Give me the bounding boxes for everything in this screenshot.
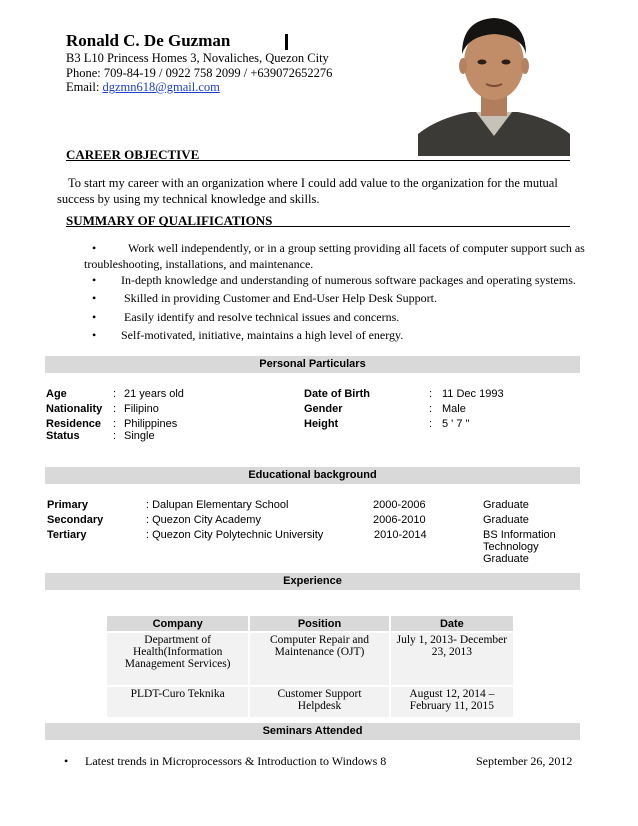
summary-item: Easily identify and resolve technical issues and concerns. [124,310,400,324]
column-header-position: Position [250,616,388,631]
career-objective-text [57,175,572,207]
dob-value: 11 Dec 1993 [442,388,504,400]
section-divider [66,160,570,161]
bullet-icon: • [92,291,97,305]
email-label: Email: [66,80,103,94]
education-level: Secondary [47,514,104,526]
email-line [66,80,220,95]
experience-date: July 1, 2013- December 23, 2013 [391,633,513,685]
dob-label: Date of Birth [304,388,370,400]
bullet-icon: • [92,241,97,255]
education-years: 2000-2006 [373,499,426,511]
colon: : [113,403,117,415]
experience-company: Department of Health(Information Management Services) [107,633,248,685]
seminar-name: Latest trends in Microprocessors & Introduction to Windows 8 [85,754,387,768]
column-header-company: Company [107,616,248,631]
education-years: 2010-2014 [374,529,427,541]
summary-title: SUMMARY OF QUALIFICATIONS [66,213,273,228]
table-row [107,633,513,685]
height-value: 5 ' 7 " [442,418,470,430]
email-link[interactable]: dgzmn618@gmail.com [102,80,220,94]
education-result: Graduate [483,514,529,526]
summary-item: Self-motivated, initiative, maintains a high level of energy. [121,328,404,342]
education-header: Educational background [45,467,580,484]
nationality-value: Filipino [124,403,159,415]
nationality-label: Nationality [46,403,103,415]
residence-label: Residence [46,418,102,430]
age-value: 21 years old [124,388,184,400]
experience-table [105,614,515,719]
residence-value: Philippines [124,418,178,430]
table-row [107,687,513,717]
bullet-icon: • [92,310,97,324]
gender-label: Gender [304,403,343,415]
career-objective-title: CAREER OBJECTIVE [66,147,200,162]
career-objective-line-1: To start my career with an organization where I could add value to the organization for the mutual [68,176,558,190]
gender-value: Male [442,403,466,415]
bullet-icon: • [92,273,97,287]
career-objective-line-2: success by using my technical knowledge and skills. [57,192,320,206]
colon: : [429,403,433,415]
section-divider [66,226,570,227]
age-label: Age [46,388,67,400]
experience-company: PLDT-Curo Teknika [107,687,248,717]
seminars-header: Seminars Attended [45,723,580,740]
profile-photo [418,8,570,156]
summary-item-continued: troubleshooting, installations, and maintenance. [84,257,314,271]
experience-header: Experience [45,573,580,590]
education-school: : Dalupan Elementary School [146,499,289,511]
resume-name: Ronald C. De Guzman [66,31,231,50]
bullet-icon: • [92,328,97,342]
text-cursor [285,34,288,50]
colon: : [429,388,433,400]
education-school: : Quezon City Academy [146,514,261,526]
experience-position: Computer Repair and Maintenance (OJT) [250,633,388,685]
education-level: Tertiary [47,529,87,541]
education-years: 2006-2010 [373,514,426,526]
colon: : [113,418,117,430]
summary-item: Work well independently, or in a group setting providing all facets of computer support such as [128,241,585,255]
summary-item: Skilled in providing Customer and End-User Help Desk Support. [124,291,437,305]
status-value: Single [124,430,155,442]
column-header-date: Date [391,616,513,631]
colon: : [113,430,117,442]
bullet-icon: • [64,754,69,768]
education-school: : Quezon City Polytechnic University [146,529,324,541]
summary-item: In-depth knowledge and understanding of numerous software packages and operating systems. [121,273,576,287]
education-result: BS Information Technology Graduate [483,529,556,565]
seminar-date: September 26, 2012 [476,754,573,768]
profile-photo-image [418,8,570,156]
experience-table-header-row [107,616,513,631]
height-label: Height [304,418,339,430]
colon: : [113,388,117,400]
phone-line: Phone: 709-84-19 / 0922 758 2099 / +639072652276 [66,66,333,80]
status-label: Status [46,430,80,442]
address-line: B3 L10 Princess Homes 3, Novaliches, Quezon City [66,51,329,65]
colon: : [429,418,433,430]
personal-particulars-header: Personal Particulars [45,356,580,373]
education-level: Primary [47,499,88,511]
experience-position: Customer Support Helpdesk [250,687,388,717]
education-result: Graduate [483,499,529,511]
experience-date: August 12, 2014 – February 11, 2015 [391,687,513,717]
